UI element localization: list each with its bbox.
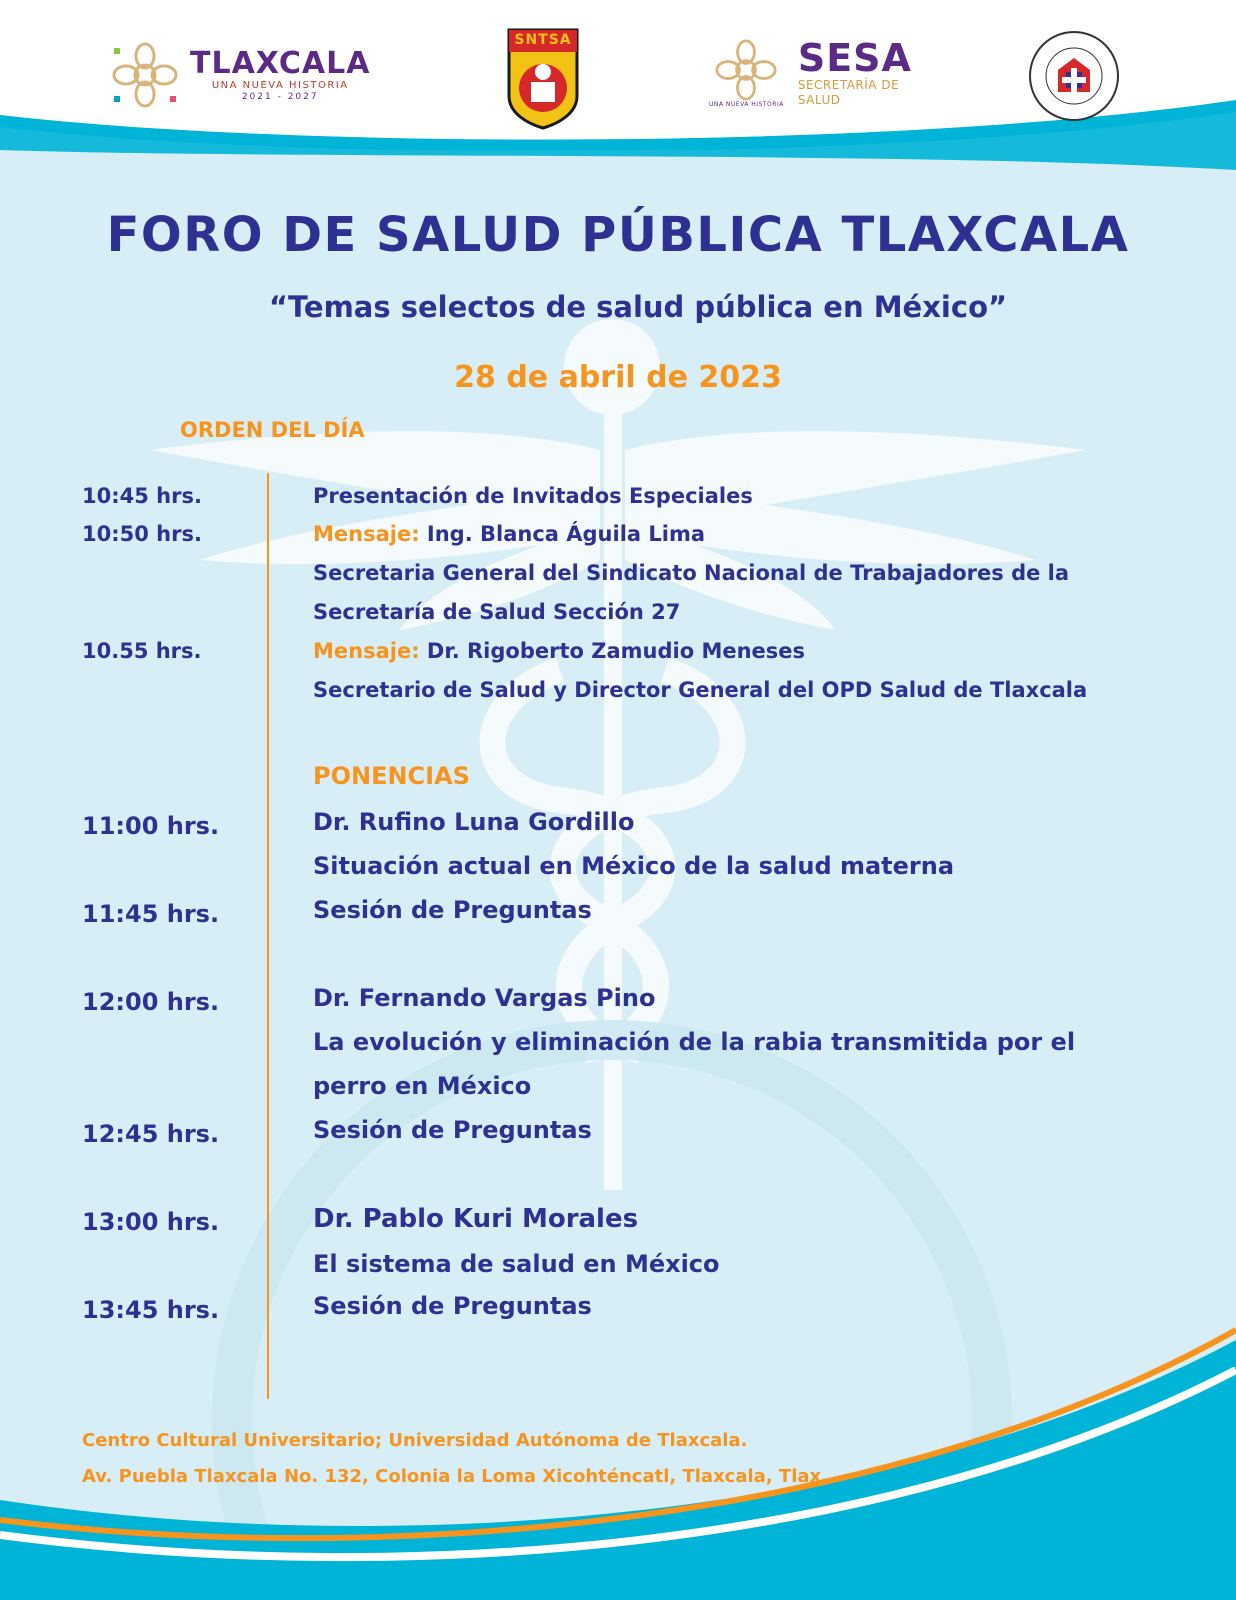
sesa-name: SESA	[797, 36, 912, 80]
sesa-tagline: UNA NUEVA HISTORIA	[709, 100, 784, 108]
ponencia-time: 11:00 hrs.	[82, 812, 220, 840]
ponencia-speaker: Dr. Rufino Luna Gordillo	[313, 808, 635, 836]
questions-session: Sesión de Preguntas	[313, 1292, 592, 1320]
sociedad-seal-icon	[1028, 30, 1120, 122]
mensaje-label: Mensaje:	[313, 639, 420, 663]
event-date: 28 de abril de 2023	[454, 360, 782, 395]
page-title: FORO DE SALUD PÚBLICA TLAXCALA	[106, 207, 1130, 263]
timeline-divider	[267, 473, 269, 1399]
sntsa-text: SNTSA	[514, 32, 572, 48]
tlaxcala-years: 2021 - 2027	[241, 91, 319, 102]
tlaxcala-tagline: UNA NUEVA HISTORIA	[211, 79, 349, 91]
sntsa-logo	[505, 26, 581, 134]
address-line: Av. Puebla Tlaxcala No. 132, Colonia la Loma Xicohténcatl, Tlaxcala, Tlax.	[82, 1466, 828, 1487]
venue-line: Centro Cultural Universitario; Universidad Autónoma de Tlaxcala.	[82, 1430, 748, 1451]
agenda-time: 10.55 hrs.	[82, 639, 202, 663]
ponencia-time: 13:45 hrs.	[82, 1296, 220, 1324]
sesa-line2: SALUD	[797, 93, 841, 107]
speaker-role: Secretaría de Salud Sección 27	[313, 600, 681, 624]
orden-del-dia-label: ORDEN DEL DÍA	[180, 418, 365, 442]
page-subtitle: “Temas selectos de salud pública en México”	[268, 290, 1008, 324]
sesa-line1: SECRETARÍA DE	[797, 78, 900, 92]
questions-session: Sesión de Preguntas	[313, 896, 592, 924]
sesa-logo	[709, 38, 912, 108]
ponencia-topic: perro en México	[313, 1072, 532, 1100]
agenda-time: 10:45 hrs.	[82, 484, 202, 508]
speaker-name: Ing. Blanca Águila Lima	[426, 522, 706, 546]
ponencia-time: 11:45 hrs.	[82, 900, 220, 928]
tlaxcala-logo	[112, 42, 370, 108]
sociedad-salud-logo	[1028, 30, 1120, 126]
flower-emblem-icon	[112, 42, 178, 108]
agenda-item: Presentación de Invitados Especiales	[313, 484, 753, 508]
mensaje-label: Mensaje:	[313, 522, 420, 546]
ponencias-label: PONENCIAS	[313, 762, 470, 790]
agenda-item	[313, 639, 805, 663]
ponencia-speaker: Dr. Pablo Kuri Morales	[313, 1204, 639, 1234]
speaker-role: Secretaria General del Sindicato Nacional de Trabajadores de la	[313, 561, 1070, 585]
agenda-item	[313, 522, 705, 546]
ponencia-topic: La evolución y eliminación de la rabia transmitida por el	[313, 1028, 1076, 1056]
agenda-time: 10:50 hrs.	[82, 522, 202, 546]
ponencia-topic: Situación actual en México de la salud materna	[313, 852, 955, 880]
questions-session: Sesión de Preguntas	[313, 1116, 592, 1144]
tlaxcala-name: TLAXCALA	[190, 45, 371, 81]
ponencia-time: 12:45 hrs.	[82, 1120, 220, 1148]
ponencia-time: 12:00 hrs.	[82, 988, 220, 1016]
flower-emblem-icon	[715, 39, 777, 101]
ponencia-speaker: Dr. Fernando Vargas Pino	[313, 984, 656, 1012]
speaker-name: Dr. Rigoberto Zamudio Meneses	[426, 639, 806, 663]
speaker-role: Secretario de Salud y Director General del OPD Salud de Tlaxcala	[313, 678, 1088, 702]
ponencia-topic: El sistema de salud en México	[313, 1250, 720, 1278]
ponencia-time: 13:00 hrs.	[82, 1208, 220, 1236]
